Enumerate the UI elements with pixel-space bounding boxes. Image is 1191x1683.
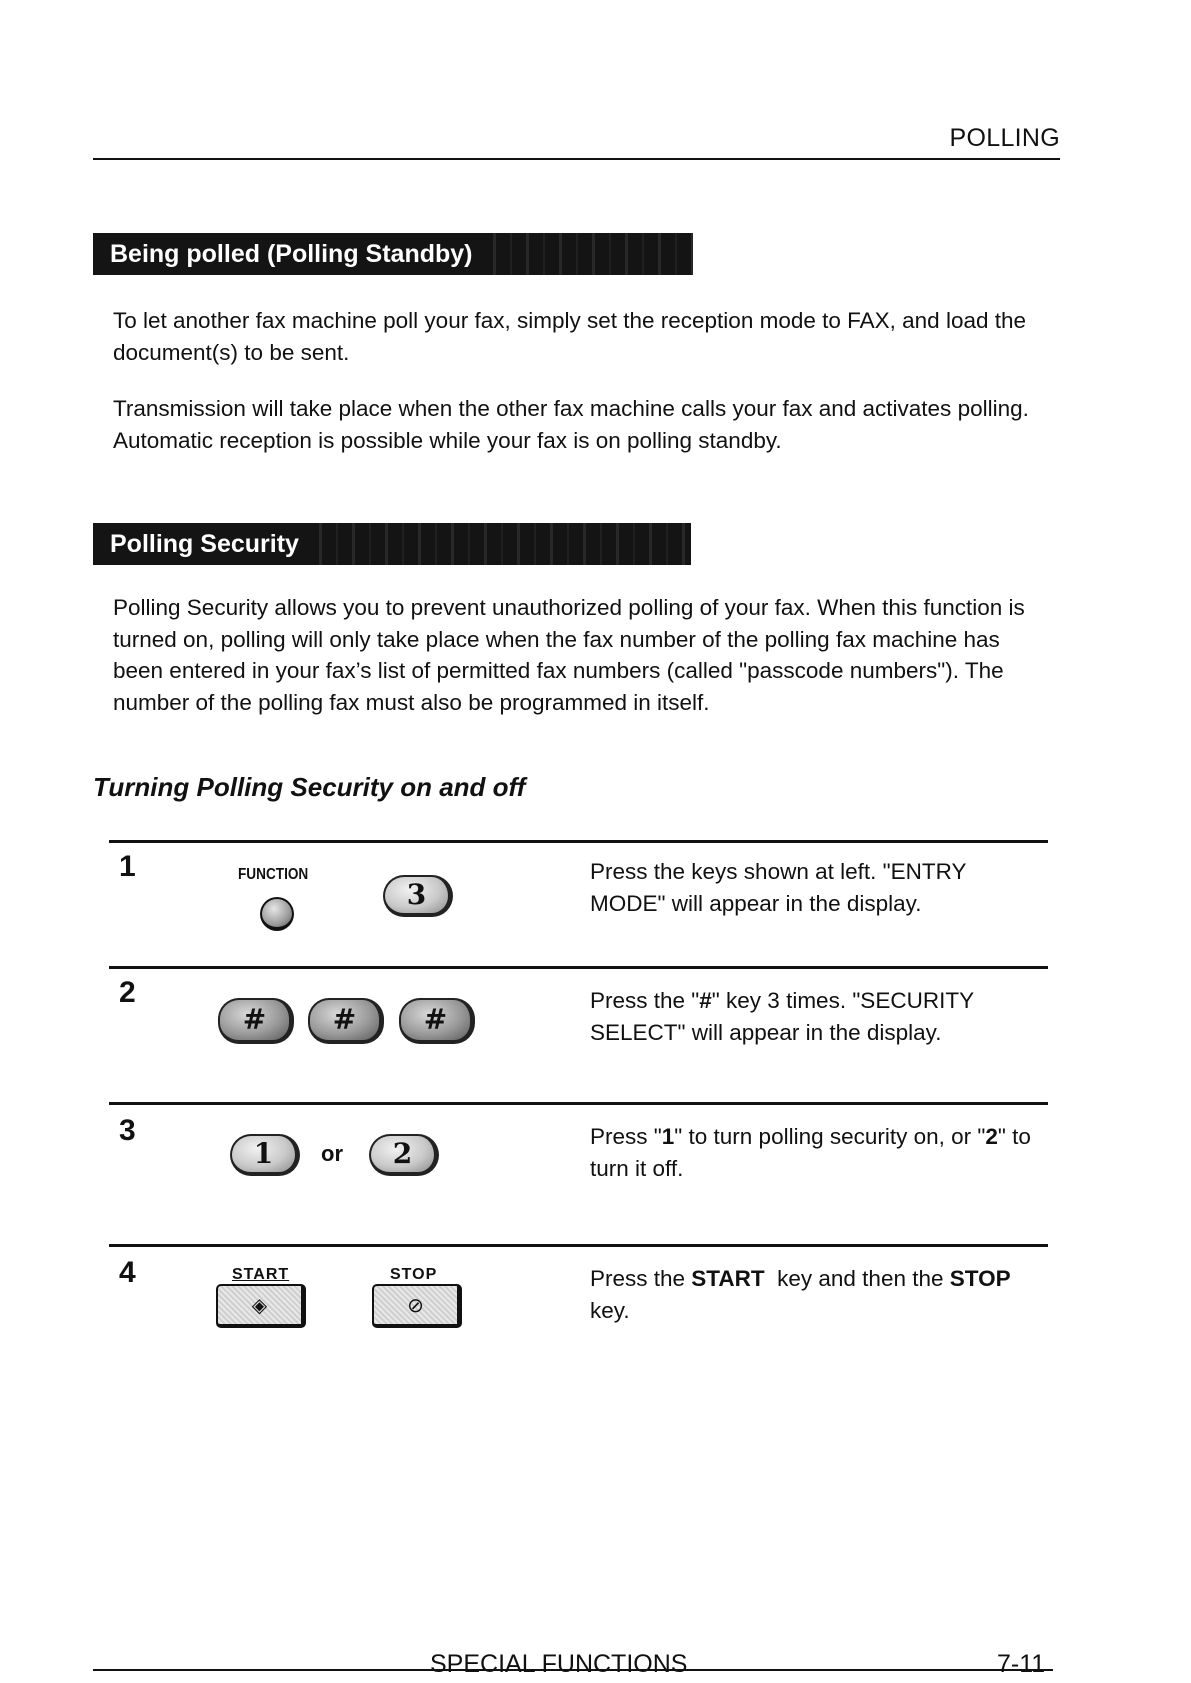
page-number: 7-11 (997, 1650, 1046, 1678)
key-2[interactable]: 2 (369, 1134, 439, 1176)
step-text-part: " to turn polling security on, or " (674, 1124, 986, 1149)
stop-icon: ⊘ (407, 1293, 424, 1317)
hash-key[interactable]: # (308, 998, 384, 1044)
section-title: Being polled (Polling Standby) (110, 240, 473, 268)
hash-key[interactable]: # (218, 998, 294, 1044)
step-text-part: " key 3 times. "SECURITY SELECT" will appear in the display. (590, 988, 974, 1045)
step-text-bold: 2 (985, 1124, 998, 1149)
heading-bar-texture (479, 233, 694, 275)
stop-key-label: STOP (390, 1266, 438, 1283)
key-1[interactable]: 1 (230, 1134, 300, 1176)
section-title: Polling Security (110, 530, 299, 558)
section-heading-polling-security (93, 523, 691, 565)
step-text-bold: 1 (661, 1124, 675, 1149)
step-rule (109, 966, 1048, 969)
step-rule (109, 1244, 1048, 1247)
function-key-label: FUNCTION (238, 866, 309, 883)
paragraph: Transmission will take place when the other fax machine calls your fax and activates polling. Automatic reception is possible while your fax is on polling standby. (113, 396, 1029, 453)
step-text-bold: # (699, 988, 712, 1013)
step-rule (109, 840, 1048, 843)
key-3[interactable]: 3 (383, 875, 453, 917)
step-text-bold: START (691, 1266, 765, 1291)
header-rule (93, 158, 1060, 160)
step-text-part: " to turn it off. (590, 1124, 1031, 1181)
step-text (590, 1263, 1040, 1326)
step-text (590, 985, 1040, 1048)
start-icon: ◈ (251, 1293, 268, 1317)
stop-key[interactable] (372, 1284, 462, 1328)
step-text-part: Press " (590, 1124, 662, 1149)
step-text-part: Press the " (590, 988, 700, 1013)
hash-key[interactable]: # (399, 998, 475, 1044)
step-number: 4 (119, 1256, 136, 1289)
section-heading-polling-standby (93, 233, 693, 275)
start-key-label: START (232, 1266, 290, 1283)
running-head: POLLING (949, 124, 1060, 152)
step-text-bold: STOP (949, 1266, 1011, 1291)
function-key[interactable] (260, 897, 294, 931)
step-number: 2 (119, 976, 136, 1009)
heading-bar-texture (305, 523, 691, 565)
step-number: 3 (119, 1114, 136, 1147)
or-text: or (321, 1141, 343, 1166)
procedure-title: Turning Polling Security on and off (93, 772, 526, 802)
footer-section: SPECIAL FUNCTIONS (430, 1650, 688, 1678)
step-number: 1 (119, 850, 136, 883)
step-text-part: key and then the (764, 1266, 950, 1291)
paragraph: Polling Security allows you to prevent unauthorized polling of your fax. When this function is turned on, polling will only take place when the fax number of the polling fax machine has been entered in your fax’s list of permitted fax numbers (called "passcode numbers"). The number of the polling fax must also be programmed in itself. (113, 595, 1025, 715)
paragraph: To let another fax machine poll your fax, simply set the reception mode to FAX, and load the document(s) to be sent. (113, 308, 1027, 365)
step-text-part: key. (590, 1297, 630, 1323)
step-text (590, 1121, 1040, 1184)
step-text: Press the keys shown at left. "ENTRY MODE" will appear in the display. (590, 859, 967, 916)
step-rule (109, 1102, 1048, 1105)
start-key[interactable] (216, 1284, 306, 1328)
step-text-part: Press the (590, 1266, 692, 1291)
